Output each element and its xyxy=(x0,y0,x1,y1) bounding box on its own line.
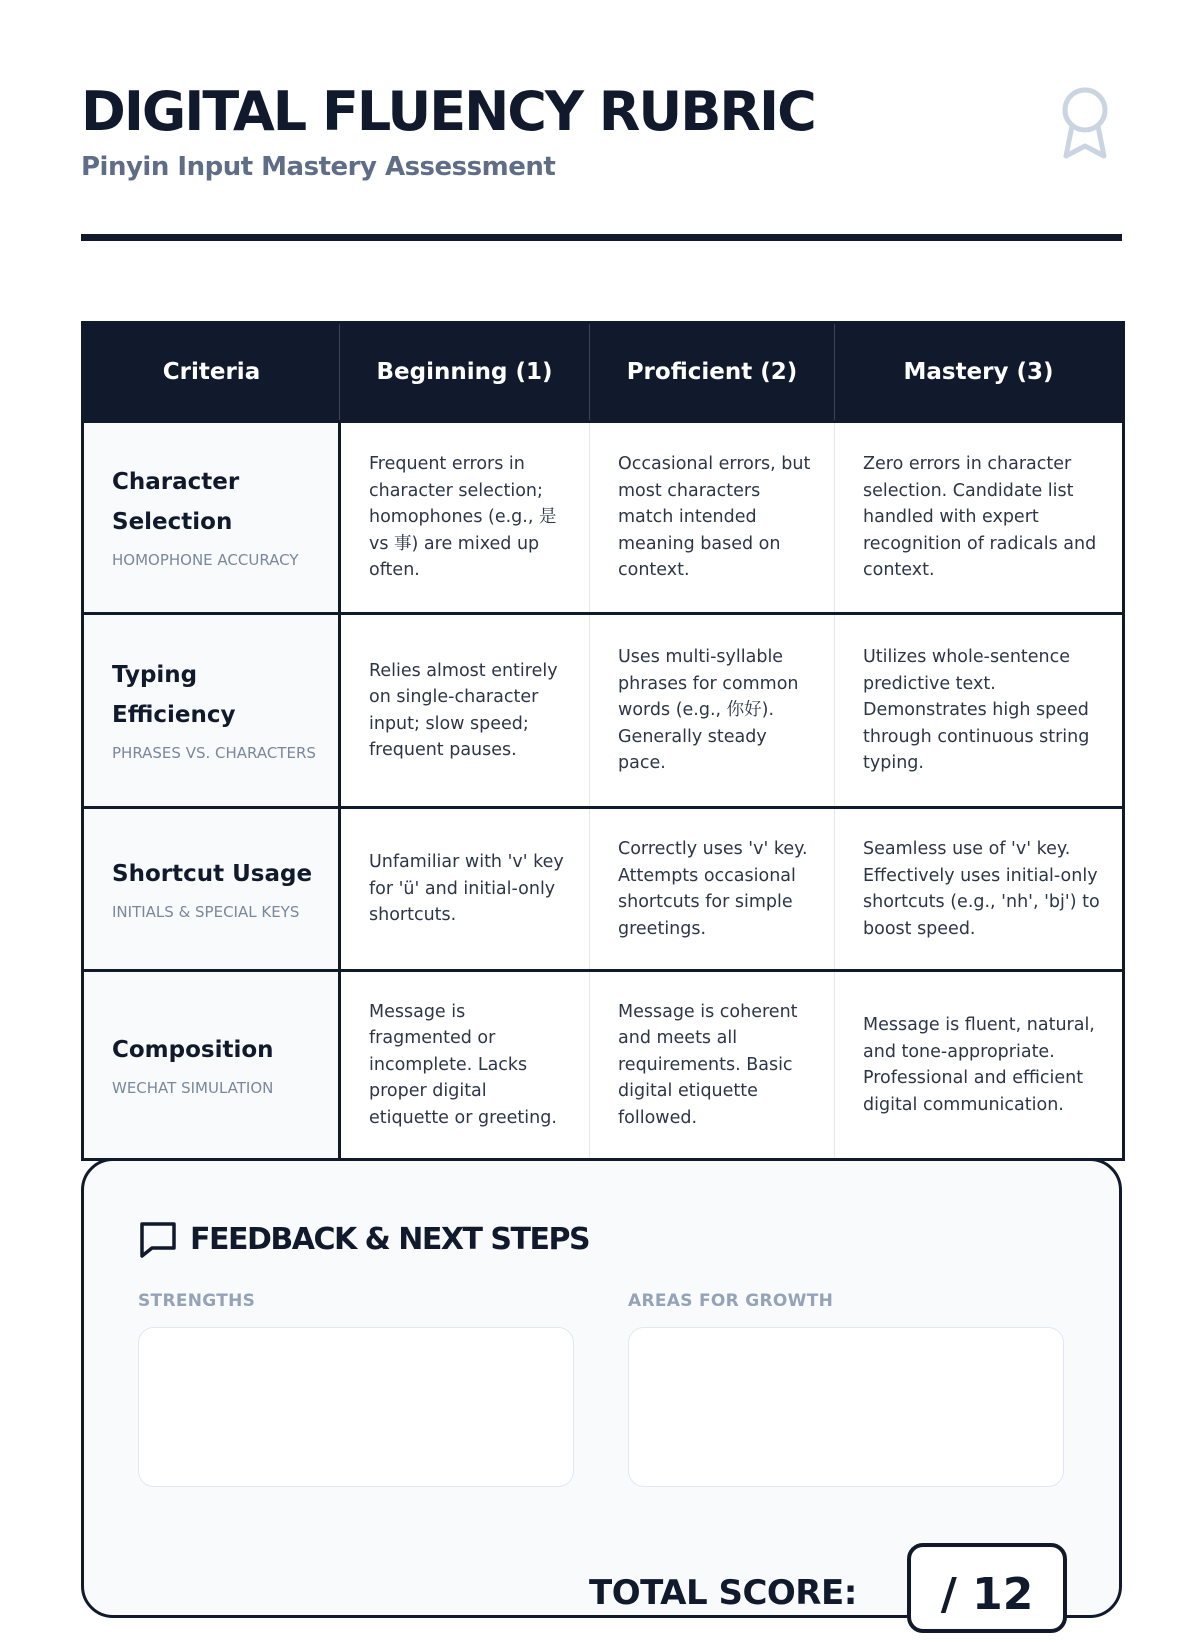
award-ribbon-icon xyxy=(1058,84,1112,162)
table-row xyxy=(83,614,1124,808)
rubric-table xyxy=(81,321,1125,1161)
table-row xyxy=(83,971,1124,1160)
column-header-proficient: Proficient (2) xyxy=(590,323,835,422)
level-cell-proficient: Message is coherent and meets all requirements. Basic digital etiquette followed. xyxy=(590,971,835,1160)
page-header xyxy=(81,80,1122,184)
criteria-subtitle: PHRASES VS. CHARACTERS xyxy=(112,744,316,762)
total-score-label: TOTAL SCORE: xyxy=(589,1573,857,1613)
criteria-cell xyxy=(83,808,340,971)
criteria-name: Shortcut Usage xyxy=(112,860,313,887)
level-cell-mastery: Utilizes whole-sentence predictive text. Demonstrates high speed through continuous string typing. xyxy=(835,614,1124,808)
feedback-panel xyxy=(81,1158,1122,1618)
criteria-name: Composition xyxy=(112,1036,274,1063)
column-header-criteria: Criteria xyxy=(83,323,340,422)
criteria-name: Typing Efficiency xyxy=(112,662,236,728)
table-row xyxy=(83,422,1124,614)
level-cell-mastery: Zero errors in character selection. Candidate list handled with expert recognition of radicals and context. xyxy=(835,422,1124,614)
growth-field[interactable] xyxy=(628,1327,1064,1487)
level-cell-mastery: Seamless use of 'v' key. Effectively uses initial-only shortcuts (e.g., 'nh', 'bj') to boost speed. xyxy=(835,808,1124,971)
strengths-field[interactable] xyxy=(138,1327,574,1487)
total-score-field[interactable]: / 12 xyxy=(907,1543,1067,1633)
criteria-subtitle: INITIALS & SPECIAL KEYS xyxy=(112,902,300,921)
strengths-label: STRENGTHS xyxy=(138,1291,256,1311)
page-title: DIGITAL FLUENCY RUBRIC xyxy=(81,80,815,143)
message-square-icon xyxy=(138,1219,178,1259)
growth-section xyxy=(628,1291,1064,1487)
page-subtitle: Pinyin Input Mastery Assessment xyxy=(81,152,556,182)
growth-label: AREAS FOR GROWTH xyxy=(628,1291,834,1311)
level-cell-mastery: Message is fluent, natural, and tone-appropriate. Professional and efficient digital communication. xyxy=(835,971,1124,1160)
level-cell-beginning: Unfamiliar with 'v' key for 'ü' and initial-only shortcuts. xyxy=(340,808,590,971)
criteria-subtitle: HOMOPHONE ACCURACY xyxy=(112,551,299,569)
feedback-title: FEEDBACK & NEXT STEPS xyxy=(190,1221,590,1257)
rubric-header-row xyxy=(83,323,1124,422)
level-cell-beginning: Frequent errors in character selection; homophones (e.g., 是 vs 事) are mixed up often. xyxy=(340,422,590,614)
level-cell-proficient: Uses multi-syllable phrases for common words (e.g., 你好). Generally steady pace. xyxy=(590,614,835,808)
strengths-section xyxy=(138,1291,574,1487)
table-row xyxy=(83,808,1124,971)
criteria-name: Character Selection xyxy=(112,469,240,535)
criteria-cell xyxy=(83,971,340,1160)
level-cell-beginning: Relies almost entirely on single-character input; slow speed; frequent pauses. xyxy=(340,614,590,808)
criteria-cell xyxy=(83,614,340,808)
column-header-mastery: Mastery (3) xyxy=(835,323,1124,422)
column-header-beginning: Beginning (1) xyxy=(340,323,590,422)
header-divider xyxy=(81,234,1122,241)
level-cell-beginning: Message is fragmented or incomplete. Lacks proper digital etiquette or greeting. xyxy=(340,971,590,1160)
criteria-cell xyxy=(83,422,340,614)
criteria-subtitle: WECHAT SIMULATION xyxy=(112,1078,274,1097)
level-cell-proficient: Occasional errors, but most characters match intended meaning based on context. xyxy=(590,422,835,614)
feedback-heading xyxy=(138,1219,589,1259)
level-cell-proficient: Correctly uses 'v' key. Attempts occasional shortcuts for simple greetings. xyxy=(590,808,835,971)
